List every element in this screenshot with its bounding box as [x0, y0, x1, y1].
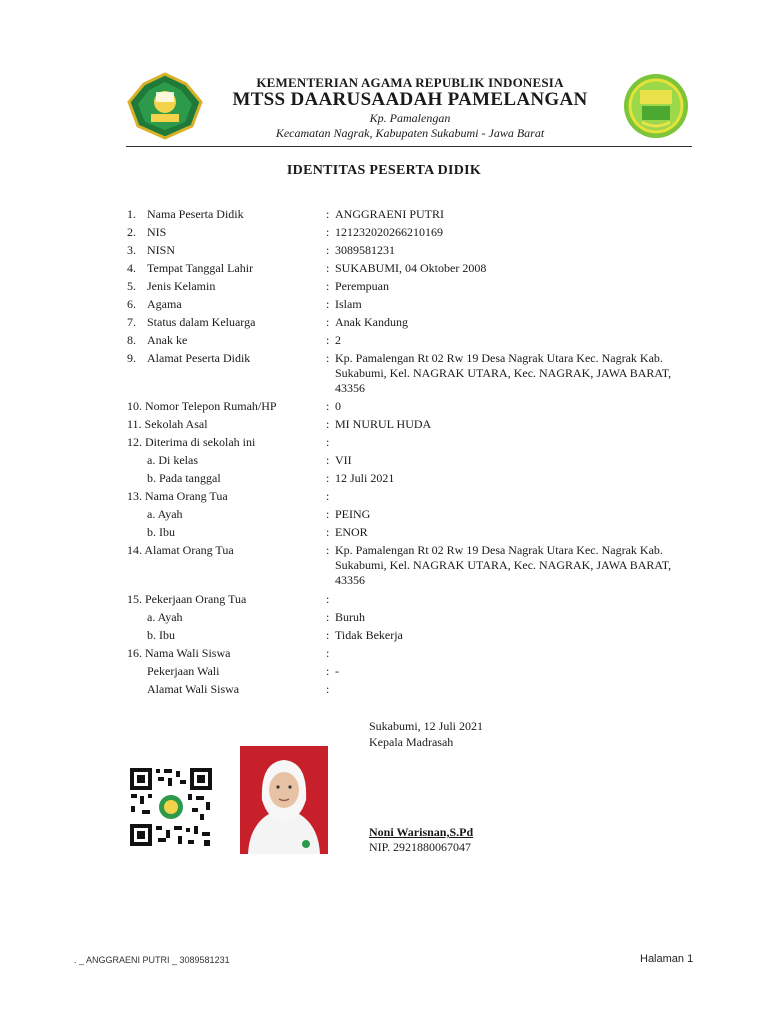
signer-name: Noni Warisnan,S.Pd	[369, 825, 474, 839]
header-divider	[126, 146, 692, 147]
list-item: 8. Anak ke : 2	[127, 333, 341, 347]
school-village: Kp. Pamalengan	[369, 111, 451, 125]
ministry-name: KEMENTERIAN AGAMA REPUBLIK INDONESIA	[256, 75, 564, 90]
list-item: b. Ibu : Tidak Bekerja	[147, 628, 403, 642]
list-item: 4. Tempat Tanggal Lahir : SUKABUMI, 04 Oktober 2008	[127, 261, 487, 275]
student-photo	[240, 746, 328, 854]
school-district: Kecamatan Nagrak, Kabupaten Sukabumi - Jawa Barat	[275, 126, 545, 140]
list-item: b. Pada tanggal : 12 Juli 2021	[147, 471, 395, 485]
list-item: 7. Status dalam Keluarga : Anak Kandung	[127, 315, 408, 329]
list-item: a. Ayah : PEING	[147, 507, 371, 521]
list-item: b. Ibu : ENOR	[147, 525, 368, 539]
ministry-logo-icon	[126, 72, 204, 140]
list-item: 14. Alamat Orang Tua :	[127, 543, 330, 557]
list-item: 1. Nama Peserta Didik : ANGGRAENI PUTRI	[127, 207, 444, 221]
list-item: a. Ayah : Buruh	[147, 610, 365, 624]
list-item: 3. NISN : 3089581231	[127, 243, 395, 257]
list-item: 15. Pekerjaan Orang Tua :	[127, 592, 330, 606]
list-item: 6. Agama : Islam	[127, 297, 362, 311]
signer-nip: NIP. 2921880067047	[369, 840, 472, 854]
parent-address: Kp. Pamalengan Rt 02 Rw 19 Desa Nagrak Utara Kec. Nagrak Kab. Sukabumi, Kel. NAGRAK UTARA, Kec. NAGRAK, JAWA BARAT, 43356	[335, 543, 672, 587]
page-number: Halaman 1	[640, 953, 694, 965]
list-item: 2. NIS : 121232020266210169	[127, 225, 443, 239]
qr-code-icon	[128, 766, 214, 848]
signature-role: Kepala Madrasah	[369, 735, 454, 749]
school-name: MTSS DAARUSAADAH PAMELANGAN	[232, 89, 588, 110]
list-item: 11. Sekolah Asal : MI NURUL HUDA	[127, 417, 432, 431]
list-item: 10. Nomor Telepon Rumah/HP : 0	[127, 399, 341, 413]
school-logo-icon	[622, 72, 690, 140]
list-item: 13. Nama Orang Tua :	[127, 489, 330, 503]
list-item: Pekerjaan Wali : -	[147, 664, 339, 678]
list-item: 12. Diterima di sekolah ini :	[127, 435, 330, 449]
list-item: 16. Nama Wali Siswa :	[127, 646, 330, 660]
student-address: Kp. Pamalengan Rt 02 Rw 19 Desa Nagrak Utara Kec. Nagrak Kab. Sukabumi, Kel. NAGRAK UTARA, Kec. NAGRAK, JAWA BARAT, 43356	[335, 351, 672, 395]
list-item: Alamat Wali Siswa :	[147, 682, 330, 696]
list-item: a. Di kelas : VII	[147, 453, 352, 467]
list-item: 5. Jenis Kelamin : Perempuan	[127, 279, 389, 293]
signature-place-date: Sukabumi, 12 Juli 2021	[369, 719, 484, 733]
document-title: IDENTITAS PESERTA DIDIK	[286, 163, 482, 178]
footer-document-id: . _ ANGGRAENI PUTRI _ 3089581231	[74, 955, 230, 965]
list-item: 9. Alamat Peserta Didik :	[127, 351, 330, 365]
